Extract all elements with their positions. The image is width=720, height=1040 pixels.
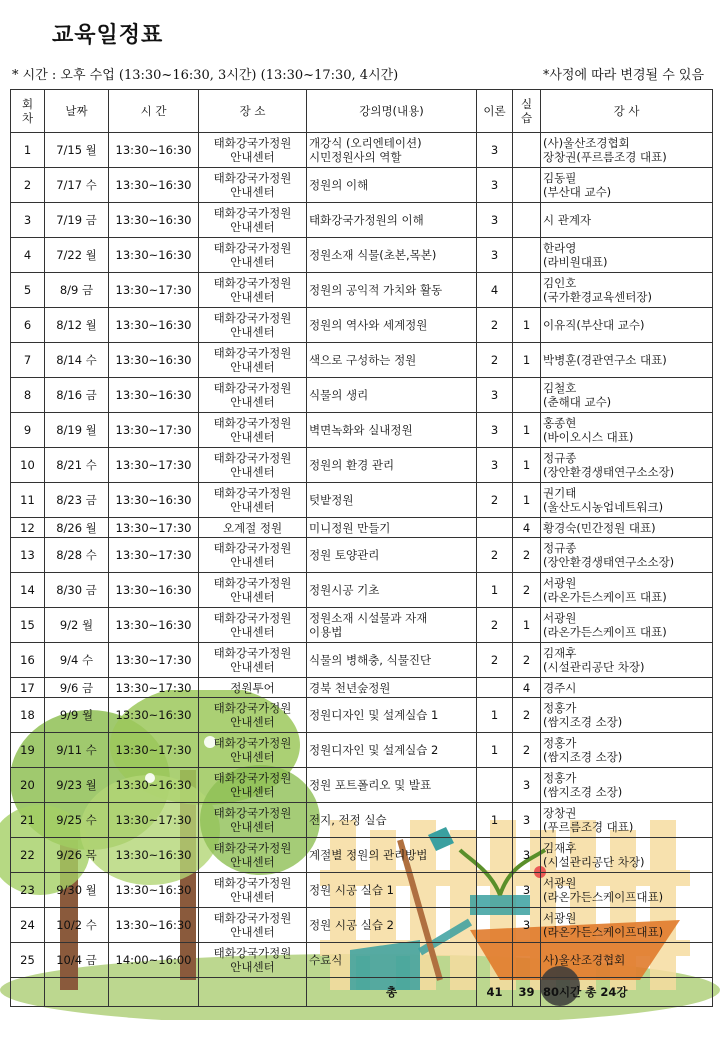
cell-no: 18 <box>11 698 45 733</box>
cell-course: 계절별 정원의 관리방법 <box>307 838 477 873</box>
cell-date: 8/23 금 <box>45 483 109 518</box>
cell-theory <box>477 518 513 538</box>
header-no: 회 차 <box>11 90 45 133</box>
cell-practice <box>513 203 541 238</box>
cell-place: 태화강국가정원 안내센터 <box>199 943 307 978</box>
cell-course: 정원 포트폴리오 및 발표 <box>307 768 477 803</box>
cell-place: 태화강국가정원 안내센터 <box>199 343 307 378</box>
cell-place: 태화강국가정원 안내센터 <box>199 803 307 838</box>
cell-theory: 1 <box>477 698 513 733</box>
table-row <box>11 378 713 413</box>
cell-practice: 1 <box>513 608 541 643</box>
table-row <box>11 943 713 978</box>
table-row <box>11 873 713 908</box>
cell-theory <box>477 943 513 978</box>
table-row <box>11 308 713 343</box>
table-row <box>11 803 713 838</box>
cell-place: 태화강국가정원 안내센터 <box>199 538 307 573</box>
total-practice: 39 <box>513 978 541 1007</box>
cell-theory <box>477 873 513 908</box>
table-row <box>11 518 713 538</box>
cell-date: 8/12 월 <box>45 308 109 343</box>
header-practice: 실 습 <box>513 90 541 133</box>
cell-practice <box>513 133 541 168</box>
cell-place: 태화강국가정원 안내센터 <box>199 448 307 483</box>
cell-date: 9/23 월 <box>45 768 109 803</box>
cell-theory: 2 <box>477 643 513 678</box>
table-row <box>11 238 713 273</box>
cell-course: 수료식 <box>307 943 477 978</box>
schedule-body <box>11 133 713 978</box>
cell-course: 정원 토양관리 <box>307 538 477 573</box>
cell-place: 태화강국가정원 안내센터 <box>199 483 307 518</box>
cell-date: 7/17 수 <box>45 168 109 203</box>
cell-practice: 3 <box>513 838 541 873</box>
cell-practice: 2 <box>513 698 541 733</box>
cell-theory <box>477 838 513 873</box>
total-theory: 41 <box>477 978 513 1007</box>
table-row <box>11 908 713 943</box>
cell-time: 13:30~16:30 <box>109 308 199 343</box>
cell-theory: 1 <box>477 733 513 768</box>
cell-date: 9/2 월 <box>45 608 109 643</box>
schedule-table <box>10 89 713 1007</box>
cell-theory: 4 <box>477 273 513 308</box>
cell-course: 정원의 역사와 세계정원 <box>307 308 477 343</box>
cell-time: 13:30~17:30 <box>109 803 199 838</box>
cell-time: 13:30~17:30 <box>109 413 199 448</box>
cell-practice: 1 <box>513 308 541 343</box>
cell-no: 20 <box>11 768 45 803</box>
table-row <box>11 768 713 803</box>
table-row <box>11 448 713 483</box>
cell-no: 11 <box>11 483 45 518</box>
table-row <box>11 413 713 448</box>
cell-place: 오계절 정원 <box>199 518 307 538</box>
cell-no: 12 <box>11 518 45 538</box>
cell-course: 식물의 생리 <box>307 378 477 413</box>
cell-instructor: 정규종 (장안환경생태연구소소장) <box>541 448 713 483</box>
cell-theory: 2 <box>477 308 513 343</box>
cell-date: 9/6 금 <box>45 678 109 698</box>
change-notice: *사정에 따라 변경될 수 있음 <box>542 68 704 83</box>
cell-course: 색으로 구성하는 정원 <box>307 343 477 378</box>
cell-theory: 3 <box>477 168 513 203</box>
cell-course: 텃밭정원 <box>307 483 477 518</box>
table-row <box>11 733 713 768</box>
cell-instructor: 홍종현 (바이오시스 대표) <box>541 413 713 448</box>
cell-time: 13:30~16:30 <box>109 133 199 168</box>
cell-date: 7/15 월 <box>45 133 109 168</box>
cell-no: 14 <box>11 573 45 608</box>
cell-course: 정원디자인 및 설계실습 2 <box>307 733 477 768</box>
cell-place: 태화강국가정원 안내센터 <box>199 873 307 908</box>
cell-no: 13 <box>11 538 45 573</box>
cell-practice <box>513 238 541 273</box>
cell-date: 9/9 월 <box>45 698 109 733</box>
cell-no: 9 <box>11 413 45 448</box>
cell-date: 9/4 수 <box>45 643 109 678</box>
cell-place: 태화강국가정원 안내센터 <box>199 573 307 608</box>
cell-practice: 3 <box>513 803 541 838</box>
total-summary: 80시간 총 24강 <box>541 978 713 1007</box>
cell-date: 8/30 금 <box>45 573 109 608</box>
cell-course: 정원의 환경 관리 <box>307 448 477 483</box>
cell-no: 17 <box>11 678 45 698</box>
cell-place: 태화강국가정원 안내센터 <box>199 908 307 943</box>
table-row <box>11 838 713 873</box>
cell-instructor: 김인호 (국가환경교육센터장) <box>541 273 713 308</box>
cell-date: 9/25 수 <box>45 803 109 838</box>
cell-instructor: 서광원 (라온가든스케이프대표) <box>541 873 713 908</box>
cell-place: 태화강국가정원 안내센터 <box>199 698 307 733</box>
cell-course: 정원시공 기초 <box>307 573 477 608</box>
cell-instructor: 정홍가 (쌈지조경 소장) <box>541 698 713 733</box>
cell-place: 태화강국가정원 안내센터 <box>199 273 307 308</box>
cell-practice: 1 <box>513 343 541 378</box>
cell-time: 13:30~17:30 <box>109 678 199 698</box>
cell-date: 8/26 월 <box>45 518 109 538</box>
cell-place: 태화강국가정원 안내센터 <box>199 238 307 273</box>
cell-practice: 2 <box>513 573 541 608</box>
cell-date: 8/9 금 <box>45 273 109 308</box>
cell-practice: 2 <box>513 643 541 678</box>
cell-time: 13:30~16:30 <box>109 908 199 943</box>
cell-time: 13:30~16:30 <box>109 378 199 413</box>
cell-time: 13:30~16:30 <box>109 608 199 643</box>
cell-instructor: 서광원 (라온가든스케이프 대표) <box>541 573 713 608</box>
cell-date: 8/14 수 <box>45 343 109 378</box>
cell-theory: 3 <box>477 133 513 168</box>
cell-theory: 3 <box>477 413 513 448</box>
cell-date: 8/28 수 <box>45 538 109 573</box>
cell-no: 21 <box>11 803 45 838</box>
total-empty-cell <box>11 978 45 1007</box>
cell-theory: 3 <box>477 378 513 413</box>
header-course: 강의명(내용) <box>307 90 477 133</box>
cell-time: 13:30~16:30 <box>109 483 199 518</box>
cell-practice: 3 <box>513 873 541 908</box>
header-theory: 이론 <box>477 90 513 133</box>
cell-practice: 1 <box>513 413 541 448</box>
cell-date: 9/26 목 <box>45 838 109 873</box>
cell-instructor: 김재후 (시설관리공단 차장) <box>541 838 713 873</box>
cell-no: 4 <box>11 238 45 273</box>
cell-date: 10/4 금 <box>45 943 109 978</box>
cell-place: 태화강국가정원 안내센터 <box>199 838 307 873</box>
cell-practice: 1 <box>513 448 541 483</box>
total-empty-cell <box>199 978 307 1007</box>
cell-time: 13:30~17:30 <box>109 643 199 678</box>
cell-no: 23 <box>11 873 45 908</box>
table-row <box>11 343 713 378</box>
cell-place: 태화강국가정원 안내센터 <box>199 608 307 643</box>
cell-no: 1 <box>11 133 45 168</box>
cell-time: 13:30~16:30 <box>109 168 199 203</box>
page-title: 교육일정표 <box>52 23 164 48</box>
cell-time: 13:30~17:30 <box>109 538 199 573</box>
cell-course: 정원의 이해 <box>307 168 477 203</box>
cell-time: 13:30~16:30 <box>109 838 199 873</box>
table-row <box>11 573 713 608</box>
total-row <box>11 978 713 1007</box>
cell-instructor: 한라영 (라비원대표) <box>541 238 713 273</box>
cell-no: 24 <box>11 908 45 943</box>
cell-instructor: 사)울산조경협회 <box>541 943 713 978</box>
table-row <box>11 538 713 573</box>
header-time: 시 간 <box>109 90 199 133</box>
cell-time: 13:30~16:30 <box>109 768 199 803</box>
cell-course: 미니정원 만들기 <box>307 518 477 538</box>
cell-no: 2 <box>11 168 45 203</box>
cell-date: 10/2 수 <box>45 908 109 943</box>
cell-time: 13:30~17:30 <box>109 518 199 538</box>
cell-course: 개강식 (오리엔테이션) 시민정원사의 역할 <box>307 133 477 168</box>
cell-theory: 2 <box>477 538 513 573</box>
cell-course: 태화강국가정원의 이해 <box>307 203 477 238</box>
cell-practice: 2 <box>513 733 541 768</box>
cell-theory: 1 <box>477 573 513 608</box>
header-row <box>11 90 713 133</box>
cell-instructor: 서광원 (라온가든스케이프 대표) <box>541 608 713 643</box>
cell-instructor: 김동필 (부산대 교수) <box>541 168 713 203</box>
cell-no: 15 <box>11 608 45 643</box>
cell-time: 13:30~17:30 <box>109 448 199 483</box>
cell-instructor: 정홍가 (쌈지조경 소장) <box>541 733 713 768</box>
cell-date: 8/19 월 <box>45 413 109 448</box>
cell-instructor: 김재후 (시설관리공단 차장) <box>541 643 713 678</box>
cell-place: 태화강국가정원 안내센터 <box>199 168 307 203</box>
cell-instructor: 장창권 (푸르름조경 대표) <box>541 803 713 838</box>
cell-place: 태화강국가정원 안내센터 <box>199 733 307 768</box>
cell-date: 9/11 수 <box>45 733 109 768</box>
cell-theory: 3 <box>477 238 513 273</box>
cell-practice <box>513 378 541 413</box>
cell-practice <box>513 168 541 203</box>
cell-time: 13:30~16:30 <box>109 238 199 273</box>
cell-no: 3 <box>11 203 45 238</box>
cell-instructor: (사)울산조경협회 장창권(푸르름조경 대표) <box>541 133 713 168</box>
cell-no: 8 <box>11 378 45 413</box>
cell-place: 태화강국가정원 안내센터 <box>199 643 307 678</box>
cell-practice: 1 <box>513 483 541 518</box>
cell-date: 8/16 금 <box>45 378 109 413</box>
cell-instructor: 박병훈(경관연구소 대표) <box>541 343 713 378</box>
cell-date: 7/19 금 <box>45 203 109 238</box>
cell-place: 태화강국가정원 안내센터 <box>199 378 307 413</box>
table-row <box>11 168 713 203</box>
cell-place: 태화강국가정원 안내센터 <box>199 768 307 803</box>
cell-instructor: 정홍가 (쌈지조경 소장) <box>541 768 713 803</box>
cell-time: 13:30~16:30 <box>109 203 199 238</box>
cell-practice: 3 <box>513 908 541 943</box>
cell-time: 13:30~16:30 <box>109 873 199 908</box>
table-row <box>11 273 713 308</box>
cell-course: 정원소재 시설물과 자재 이용법 <box>307 608 477 643</box>
cell-course: 정원 시공 실습 2 <box>307 908 477 943</box>
cell-instructor: 권기태 (울산도시농업네트워크) <box>541 483 713 518</box>
cell-time: 13:30~17:30 <box>109 733 199 768</box>
cell-course: 정원디자인 및 설계실습 1 <box>307 698 477 733</box>
cell-place: 태화강국가정원 안내센터 <box>199 133 307 168</box>
header-instructor: 강 사 <box>541 90 713 133</box>
cell-no: 5 <box>11 273 45 308</box>
cell-practice <box>513 943 541 978</box>
cell-no: 19 <box>11 733 45 768</box>
cell-instructor: 경주시 <box>541 678 713 698</box>
cell-no: 16 <box>11 643 45 678</box>
header-place: 장 소 <box>199 90 307 133</box>
table-row <box>11 133 713 168</box>
cell-theory <box>477 678 513 698</box>
cell-time: 14:00~16:00 <box>109 943 199 978</box>
time-note: * 시간 : 오후 수업 (13:30~16:30, 3시간) (13:30~17:30, 4시간) <box>12 68 399 83</box>
cell-theory: 1 <box>477 803 513 838</box>
total-empty-cell <box>45 978 109 1007</box>
cell-instructor: 서광원 (라온가든스케이프대표) <box>541 908 713 943</box>
cell-date: 9/30 월 <box>45 873 109 908</box>
cell-practice: 4 <box>513 678 541 698</box>
cell-course: 경북 천년숲정원 <box>307 678 477 698</box>
cell-time: 13:30~16:30 <box>109 343 199 378</box>
total-label: 총 <box>307 978 477 1007</box>
cell-date: 8/21 수 <box>45 448 109 483</box>
cell-no: 7 <box>11 343 45 378</box>
cell-course: 벽면녹화와 실내정원 <box>307 413 477 448</box>
cell-theory: 3 <box>477 203 513 238</box>
header-date: 날짜 <box>45 90 109 133</box>
table-row <box>11 608 713 643</box>
cell-place: 태화강국가정원 안내센터 <box>199 413 307 448</box>
cell-theory: 2 <box>477 343 513 378</box>
table-row <box>11 203 713 238</box>
cell-time: 13:30~17:30 <box>109 273 199 308</box>
cell-course: 식물의 병해충, 식물진단 <box>307 643 477 678</box>
cell-practice <box>513 273 541 308</box>
cell-instructor: 김철호 (춘해대 교수) <box>541 378 713 413</box>
cell-theory: 2 <box>477 608 513 643</box>
table-row <box>11 643 713 678</box>
cell-no: 22 <box>11 838 45 873</box>
cell-time: 13:30~16:30 <box>109 573 199 608</box>
cell-instructor: 시 관계자 <box>541 203 713 238</box>
total-empty-cell <box>109 978 199 1007</box>
cell-instructor: 정규종 (장안환경생태연구소소장) <box>541 538 713 573</box>
cell-no: 6 <box>11 308 45 343</box>
cell-no: 25 <box>11 943 45 978</box>
cell-theory <box>477 768 513 803</box>
cell-time: 13:30~16:30 <box>109 698 199 733</box>
cell-course: 정원소재 식물(초본,목본) <box>307 238 477 273</box>
cell-instructor: 이유직(부산대 교수) <box>541 308 713 343</box>
cell-course: 정원 시공 실습 1 <box>307 873 477 908</box>
cell-practice: 3 <box>513 768 541 803</box>
cell-course: 정원의 공익적 가치와 활동 <box>307 273 477 308</box>
cell-practice: 2 <box>513 538 541 573</box>
cell-place: 태화강국가정원 안내센터 <box>199 308 307 343</box>
cell-date: 7/22 월 <box>45 238 109 273</box>
cell-theory: 3 <box>477 448 513 483</box>
cell-instructor: 황경숙(민간정원 대표) <box>541 518 713 538</box>
cell-theory <box>477 908 513 943</box>
cell-practice: 4 <box>513 518 541 538</box>
cell-no: 10 <box>11 448 45 483</box>
cell-theory: 2 <box>477 483 513 518</box>
table-row <box>11 483 713 518</box>
cell-place: 정원투어 <box>199 678 307 698</box>
table-row <box>11 678 713 698</box>
cell-course: 전지, 전정 실습 <box>307 803 477 838</box>
table-row <box>11 698 713 733</box>
cell-place: 태화강국가정원 안내센터 <box>199 203 307 238</box>
